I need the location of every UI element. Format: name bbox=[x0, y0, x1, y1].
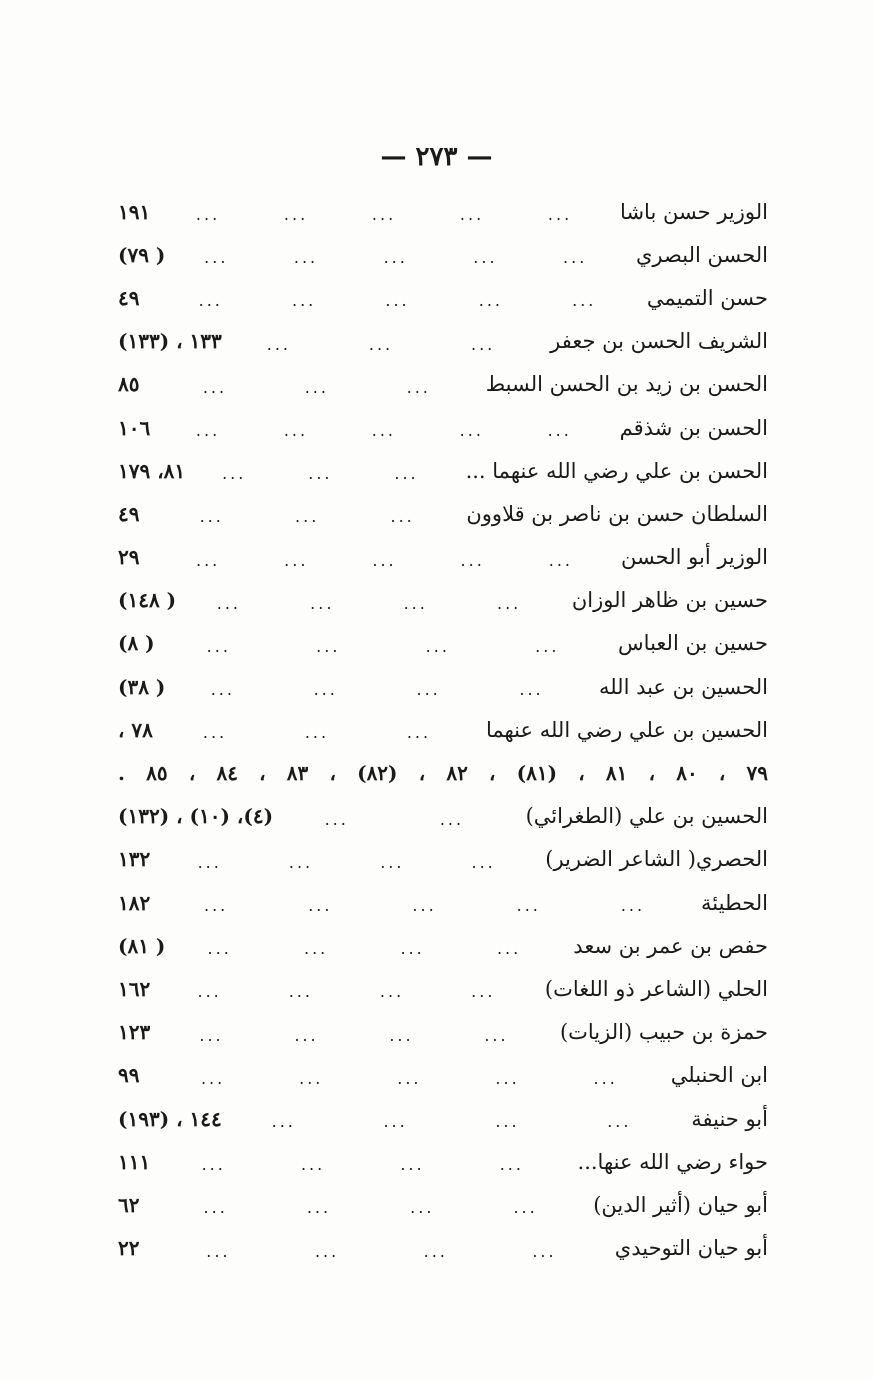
entry-pages: ٩٩ bbox=[118, 1063, 140, 1088]
index-entry bbox=[118, 838, 768, 881]
leader-dots: ... bbox=[368, 334, 394, 354]
index-entry bbox=[118, 881, 768, 924]
dot-leader bbox=[158, 637, 608, 656]
dot-leader bbox=[165, 248, 626, 267]
leader-dots: ... bbox=[308, 464, 333, 484]
leader-dots: ... bbox=[473, 248, 498, 268]
dot-leader bbox=[158, 853, 535, 872]
leader-dots: ... bbox=[371, 205, 397, 225]
dot-leader bbox=[222, 335, 540, 354]
leader-dots: ... bbox=[197, 982, 222, 1002]
entry-name: حفص بن عمر بن سعد bbox=[573, 933, 768, 958]
leader-dots: ... bbox=[400, 1155, 425, 1175]
entry-pages: ٧٩ ، ٨٠ ، ٨١ ، (٨١) ، ٨٢ ، (٨٢) ، ٨٣ ، ٨٤ ، ٨٥ . bbox=[118, 761, 769, 786]
entry-pages: (٤)، (١٠) ، (١٣٢) bbox=[118, 804, 274, 829]
leader-dots: ... bbox=[379, 982, 405, 1002]
index-entry bbox=[118, 233, 768, 276]
leader-dots: ... bbox=[496, 939, 522, 959]
index-entry bbox=[118, 1054, 768, 1097]
leader-dots: ... bbox=[572, 291, 597, 311]
entry-name: الحسين بن عبد الله bbox=[598, 674, 768, 699]
entry-pages: ( ١٤٨) bbox=[118, 588, 177, 613]
leader-dots: ... bbox=[288, 852, 314, 872]
leader-dots: ... bbox=[206, 1241, 231, 1261]
leader-dots: ... bbox=[495, 1112, 520, 1132]
dot-leader bbox=[158, 378, 476, 397]
entry-pages: ٢٢ bbox=[118, 1236, 140, 1261]
dot-leader bbox=[158, 1026, 550, 1045]
index-entry bbox=[118, 320, 768, 363]
entry-pages: ١٣٢ bbox=[118, 847, 151, 872]
leader-dots: ... bbox=[548, 550, 573, 570]
leader-dots: ... bbox=[607, 1112, 632, 1132]
leader-dots: ... bbox=[283, 205, 309, 225]
leader-dots: ... bbox=[497, 593, 522, 613]
entry-name: الوزير حسن باشا bbox=[620, 199, 768, 224]
index-entry bbox=[118, 795, 768, 838]
entry-name: الوزير أبو الحسن bbox=[620, 545, 768, 570]
leader-dots: ... bbox=[304, 377, 329, 397]
leader-dots: ... bbox=[513, 1198, 538, 1218]
index-entry bbox=[118, 190, 768, 233]
leader-dots: ... bbox=[284, 550, 309, 570]
leader-dots: ... bbox=[389, 1025, 414, 1045]
entry-pages: ١٣٣ ، (١٣٣) bbox=[118, 329, 222, 354]
leader-dots: ... bbox=[459, 205, 485, 225]
index-entry bbox=[118, 536, 768, 579]
leader-dots: ... bbox=[195, 550, 221, 570]
page-number: — ٢٧٣ — bbox=[380, 142, 493, 172]
leader-dots: ... bbox=[198, 291, 223, 311]
dot-leader bbox=[158, 507, 456, 526]
leader-dots: ... bbox=[484, 1025, 509, 1045]
entry-name: حواء رضي الله عنها... bbox=[577, 1149, 768, 1174]
leader-dots: ... bbox=[206, 636, 231, 656]
leader-dots: ... bbox=[383, 1112, 408, 1132]
leader-dots: ... bbox=[199, 1025, 224, 1045]
index-entry bbox=[118, 708, 768, 751]
leader-dots: ... bbox=[380, 852, 405, 872]
dot-leader bbox=[158, 291, 637, 310]
leader-dots: ... bbox=[499, 1155, 524, 1175]
leader-dots: ... bbox=[283, 421, 309, 441]
entry-name: حسين بن العباس bbox=[618, 631, 768, 656]
entry-name: الحطيئة bbox=[701, 890, 768, 915]
leader-dots: ... bbox=[439, 809, 465, 829]
leader-dots: ... bbox=[222, 464, 247, 484]
index-entry bbox=[118, 924, 768, 967]
index-list bbox=[118, 190, 768, 1270]
leader-dots: ... bbox=[532, 1241, 557, 1261]
leader-dots: ... bbox=[471, 852, 496, 872]
index-entry bbox=[118, 1140, 768, 1183]
entry-name: الحلي (الشاعر ذو اللغات) bbox=[544, 976, 768, 1001]
index-entry bbox=[118, 1227, 768, 1270]
leader-dots: ... bbox=[207, 939, 232, 959]
dot-leader bbox=[185, 464, 455, 483]
leader-dots: ... bbox=[304, 939, 329, 959]
entry-name: الحسن بن شذقم bbox=[619, 415, 768, 440]
entry-name: الحسن بن علي رضي الله عنهما ... bbox=[465, 458, 768, 483]
leader-dots: ... bbox=[203, 1198, 228, 1218]
dot-leader bbox=[158, 1069, 661, 1088]
leader-dots: ... bbox=[593, 1068, 618, 1088]
leader-dots: ... bbox=[195, 205, 221, 225]
leader-dots: ... bbox=[495, 1068, 520, 1088]
dot-leader bbox=[158, 896, 691, 915]
entry-pages: ٢٩ bbox=[118, 545, 140, 570]
index-entry bbox=[118, 492, 768, 535]
leader-dots: ... bbox=[306, 1198, 332, 1218]
leader-dots: ... bbox=[425, 636, 450, 656]
entry-pages: ٧٨ ، bbox=[118, 717, 153, 742]
entry-pages: ١٤٤ ، (١٩٣) bbox=[118, 1106, 222, 1131]
leader-dots: ... bbox=[372, 550, 397, 570]
dot-leader bbox=[158, 1198, 583, 1217]
entry-name: ابن الحنبلي bbox=[670, 1063, 768, 1088]
index-entry bbox=[118, 751, 768, 794]
leader-dots: ... bbox=[316, 636, 341, 656]
leader-dots: ... bbox=[210, 680, 235, 700]
dot-leader bbox=[158, 421, 610, 440]
dot-leader bbox=[165, 939, 563, 958]
leader-dots: ... bbox=[266, 334, 291, 354]
leader-dots: ... bbox=[299, 1068, 324, 1088]
dot-leader bbox=[158, 1242, 605, 1261]
index-entry bbox=[118, 967, 768, 1010]
entry-pages: ١٢٣ bbox=[118, 1020, 151, 1045]
leader-dots: ... bbox=[288, 982, 313, 1002]
leader-dots: ... bbox=[547, 205, 573, 225]
dot-leader bbox=[273, 810, 516, 829]
index-entry bbox=[118, 622, 768, 665]
entry-name: حسين بن ظاهر الوزان bbox=[571, 588, 768, 613]
entry-name: الحسن بن زيد بن الحسن السبط bbox=[485, 372, 768, 397]
leader-dots: ... bbox=[535, 636, 560, 656]
leader-dots: ... bbox=[314, 1241, 340, 1261]
index-entry bbox=[118, 276, 768, 319]
leader-dots: ... bbox=[200, 1068, 226, 1088]
leader-dots: ... bbox=[204, 248, 229, 268]
leader-dots: ... bbox=[271, 1112, 296, 1132]
leader-dots: ... bbox=[195, 421, 221, 441]
entry-pages: ( ٣٨) bbox=[118, 674, 166, 699]
leader-dots: ... bbox=[216, 593, 241, 613]
leader-dots: ... bbox=[304, 723, 330, 743]
dot-leader bbox=[222, 1112, 681, 1131]
entry-name: أبو حنيفة bbox=[691, 1106, 768, 1131]
entry-name: أبو حيان (أثير الدين) bbox=[593, 1192, 768, 1217]
dot-leader bbox=[158, 1155, 568, 1174]
index-entry bbox=[118, 406, 768, 449]
entry-pages: ( ٧٩) bbox=[118, 242, 166, 267]
leader-dots: ... bbox=[471, 982, 496, 1002]
entry-pages: ١٩١ bbox=[118, 199, 151, 224]
leader-dots: ... bbox=[385, 291, 410, 311]
leader-dots: ... bbox=[204, 896, 229, 916]
entry-pages: ١٠٦ bbox=[118, 415, 151, 440]
entry-pages: ٤٩ bbox=[118, 501, 140, 526]
dot-leader bbox=[176, 594, 562, 613]
entry-name: حسن التميمي bbox=[646, 285, 768, 310]
entry-pages: ١١١ bbox=[118, 1149, 151, 1174]
dot-leader bbox=[158, 205, 610, 224]
leader-dots: ... bbox=[394, 464, 419, 484]
entry-name: الشريف الحسن بن جعفر bbox=[550, 329, 768, 354]
entry-name: أبو حيان التوحيدي bbox=[614, 1236, 768, 1261]
leader-dots: ... bbox=[300, 1155, 326, 1175]
leader-dots: ... bbox=[291, 291, 317, 311]
leader-dots: ... bbox=[400, 939, 425, 959]
leader-dots: ... bbox=[620, 896, 646, 916]
leader-dots: ... bbox=[459, 421, 484, 441]
leader-dots: ... bbox=[519, 680, 544, 700]
entry-name: السلطان حسن بن ناصر بن قلاوون bbox=[466, 501, 768, 526]
entry-name: الحسن البصري bbox=[636, 242, 768, 267]
leader-dots: ... bbox=[294, 1025, 319, 1045]
leader-dots: ... bbox=[199, 507, 224, 527]
entry-pages: ٤٩ bbox=[118, 285, 140, 310]
leader-dots: ... bbox=[202, 723, 228, 743]
leader-dots: ... bbox=[406, 377, 431, 397]
leader-dots: ... bbox=[313, 680, 338, 700]
index-entry bbox=[118, 1183, 768, 1226]
dot-leader bbox=[158, 982, 535, 1001]
leader-dots: ... bbox=[383, 248, 408, 268]
leader-dots: ... bbox=[293, 248, 319, 268]
entry-pages: ٨١، ١٧٩ bbox=[118, 458, 186, 483]
entry-name: الحسين بن علي رضي الله عنهما bbox=[485, 717, 768, 742]
leader-dots: ... bbox=[310, 593, 335, 613]
leader-dots: ... bbox=[406, 723, 432, 743]
leader-dots: ... bbox=[197, 852, 222, 872]
dot-leader bbox=[158, 723, 476, 742]
entry-pages: ٨٥ bbox=[118, 372, 140, 397]
leader-dots: ... bbox=[202, 377, 228, 397]
entry-pages: ( ٨١) bbox=[118, 933, 166, 958]
leader-dots: ... bbox=[460, 550, 485, 570]
entry-pages: ٦٢ bbox=[118, 1192, 140, 1217]
leader-dots: ... bbox=[397, 1068, 422, 1088]
leader-dots: ... bbox=[412, 896, 437, 916]
leader-dots: ... bbox=[390, 507, 415, 527]
entry-name: الحسين بن علي (الطغرائي) bbox=[525, 804, 768, 829]
entry-name: الحصري( الشاعر الضرير) bbox=[545, 847, 768, 872]
dot-leader bbox=[165, 680, 589, 699]
entry-pages: ١٨٢ bbox=[118, 890, 151, 915]
leader-dots: ... bbox=[410, 1198, 435, 1218]
leader-dots: ... bbox=[416, 680, 441, 700]
index-entry bbox=[118, 665, 768, 708]
leader-dots: ... bbox=[324, 809, 349, 829]
index-entry bbox=[118, 579, 768, 622]
leader-dots: ... bbox=[516, 896, 541, 916]
entry-name: حمزة بن حبيب (الزيات) bbox=[559, 1020, 768, 1045]
leader-dots: ... bbox=[470, 334, 496, 354]
entry-pages: ( ٨) bbox=[118, 631, 155, 656]
entry-pages: ١٦٢ bbox=[118, 976, 151, 1001]
index-entry bbox=[118, 449, 768, 492]
leader-dots: ... bbox=[308, 896, 333, 916]
leader-dots: ... bbox=[423, 1241, 448, 1261]
index-entry bbox=[118, 1097, 768, 1140]
leader-dots: ... bbox=[547, 421, 572, 441]
index-entry bbox=[118, 1011, 768, 1054]
leader-dots: ... bbox=[201, 1155, 226, 1175]
index-entry bbox=[118, 363, 768, 406]
leader-dots: ... bbox=[563, 248, 588, 268]
leader-dots: ... bbox=[403, 593, 428, 613]
dot-leader bbox=[158, 551, 611, 570]
leader-dots: ... bbox=[478, 291, 503, 311]
leader-dots: ... bbox=[295, 507, 320, 527]
leader-dots: ... bbox=[371, 421, 396, 441]
